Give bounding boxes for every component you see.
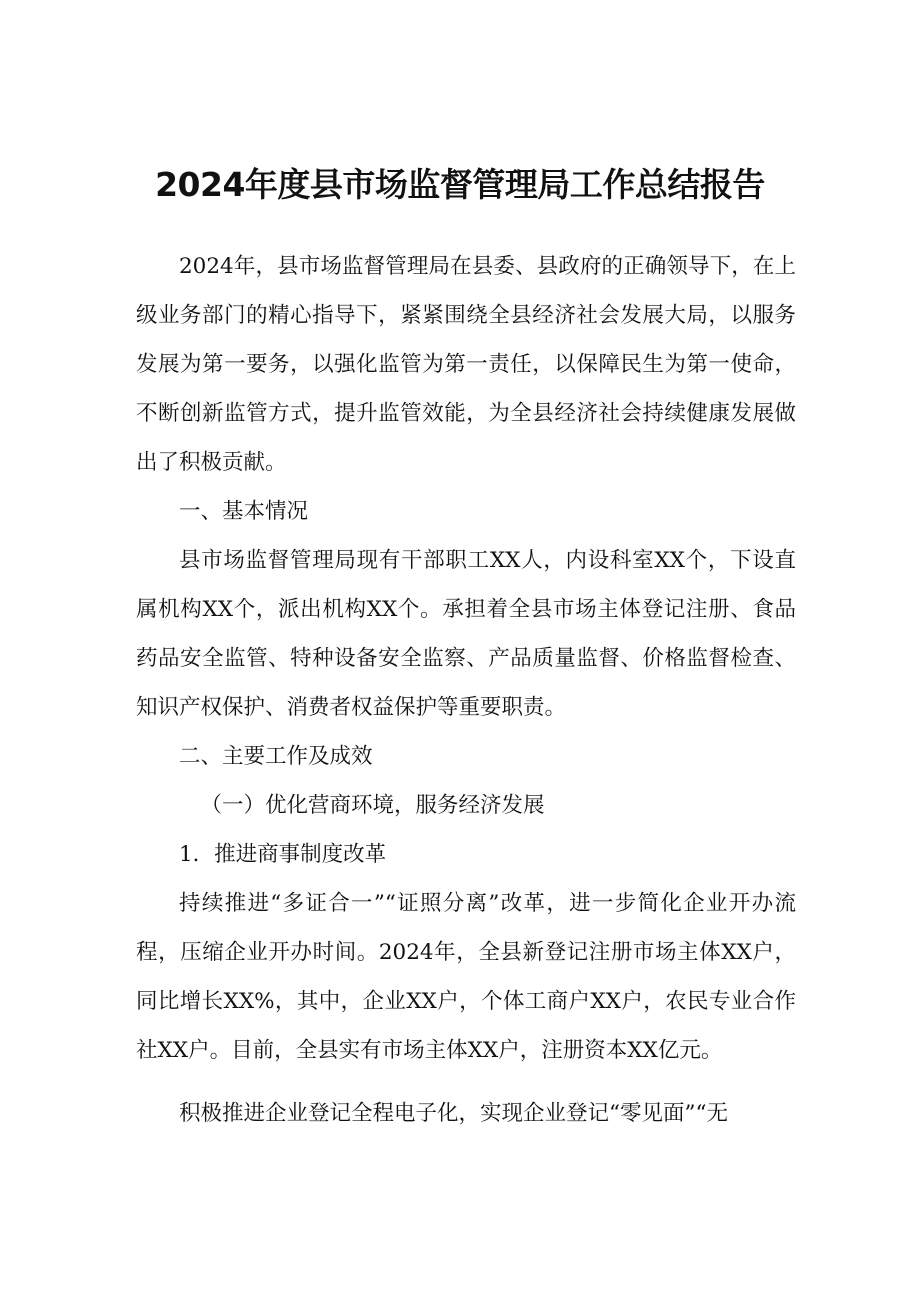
section2-subheading: （一）优化营商环境，服务经济发展 <box>200 793 545 818</box>
item1-paragraph-2: 积极推进企业登记全程电子化，实现企业登记“零见面”“无 <box>179 1101 728 1126</box>
document-title: 2024年度县市场监督管理局工作总结报告 <box>155 165 765 204</box>
item1-heading: 1．推进商事制度改革 <box>179 842 387 867</box>
document-body <box>136 242 796 1138</box>
item1-paragraph-1: 持续推进“多证合一”“证照分离”改革，进一步简化企业开办流程，压缩企业开办时间。2024年，全县新登记注册市场主体XX户，同比增长XX%，其中，企业XX户，个体工商户XX户，农民专业合作社XX户。目前，全县实有市场主体XX户，注册资本XX亿元。 <box>136 891 796 1063</box>
section1-heading: 一、基本情况 <box>179 499 309 524</box>
intro-paragraph: 2024年，县市场监督管理局在县委、县政府的正确领导下，在上级业务部门的精心指导下，紧紧围绕全县经济社会发展大局，以服务发展为第一要务，以强化监管为第一责任，以保障民生为第一使命，不断创新监管方式，提升监管效能，为全县经济社会持续健康发展做出了积极贡献。 <box>136 254 796 475</box>
section2-heading: 二、主要工作及成效 <box>179 744 373 769</box>
section1-paragraph: 县市场监督管理局现有干部职工XX人，内设科室XX个，下设直属机构XX个，派出机构XX个。承担着全县市场主体登记注册、食品药品安全监管、特种设备安全监察、产品质量监督、价格监督检查、知识产权保护、消费者权益保护等重要职责。 <box>136 548 796 720</box>
